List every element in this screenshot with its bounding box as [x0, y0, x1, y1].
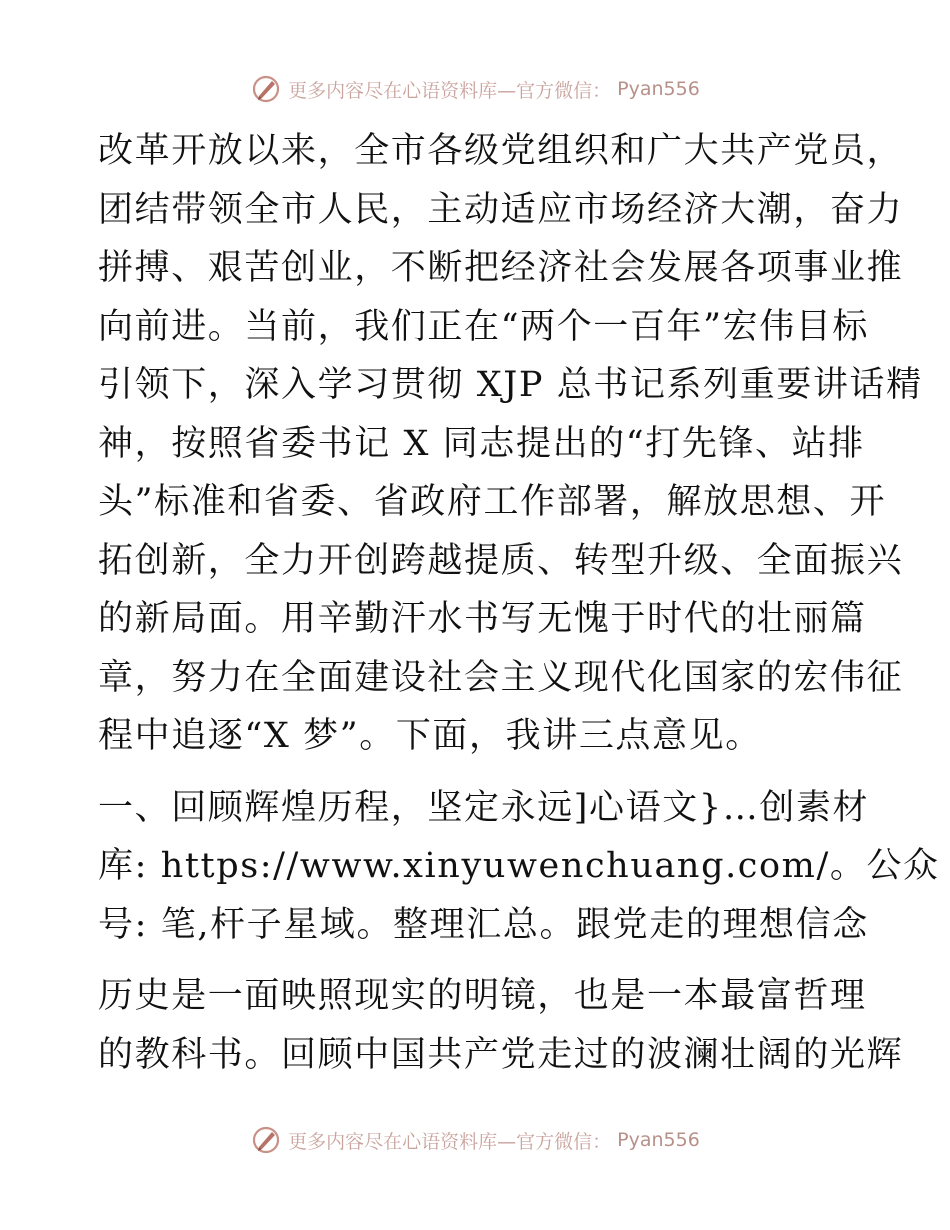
watermark-text: 更多内容尽在心语资料库—官方微信：	[288, 1130, 612, 1153]
text-line: 程中追逐“X 梦”。下面，我讲三点意见。	[98, 716, 762, 756]
document-body	[98, 122, 940, 1084]
text-line: 神，按照省委书记 X 同志提出的“打先锋、站排	[98, 423, 865, 464]
watermark-text: 更多内容尽在心语资料库—官方微信：	[288, 79, 612, 102]
text-line: 的教科书。回顾中国共产党走过的波澜壮阔的光辉	[98, 1034, 904, 1075]
watermark-brand: Pyan556	[617, 1129, 700, 1151]
text-line: 历史是一面映照现实的明镜，也是一本最富哲理	[98, 976, 867, 1016]
text-line: 章，努力在全面建设社会主义现代化国家的宏伟征	[98, 657, 904, 698]
footer-watermark	[0, 1124, 950, 1156]
text-line: 向前进。当前，我们正在“两个一百年”宏伟目标	[98, 306, 869, 347]
text-line: 拓创新，全力开创跨越提质、转型升级、全面振兴	[98, 540, 904, 581]
text-line: 改革开放以来，全市各级党组织和广大共产党员，	[98, 131, 904, 171]
text-line: 库: https://www.xinyuwenchuang.com/。公众	[98, 846, 940, 886]
pen-circle-logo-icon	[250, 73, 282, 105]
watermark-brand: Pyan556	[617, 78, 700, 100]
paragraph-intro	[98, 122, 923, 766]
text-line: 的新局面。用辛勤汗水书写无愧于时代的壮丽篇	[98, 599, 867, 639]
text-line: 团结带领全市人民，主动适应市场经济大潮，奋力	[98, 189, 904, 230]
pen-circle-logo-icon	[250, 1124, 282, 1156]
text-line: 拼搏、艰苦创业，不断把经济社会发展各项事业推	[98, 248, 904, 288]
text-line: 引领下，深入学习贯彻 XJP 总书记系列重要讲话精	[98, 365, 923, 405]
section-heading-one	[98, 779, 940, 955]
header-watermark	[0, 73, 950, 105]
text-line: 号: 笔,杆子星域。整理汇总。跟党走的理想信念	[98, 904, 869, 945]
text-line: 一、回顾辉煌历程，坚定永远]心语文}…创素材	[98, 787, 870, 828]
paragraph-history	[98, 967, 904, 1084]
text-line: 头”标准和省委、省政府工作部署，解放思想、开	[98, 482, 887, 522]
